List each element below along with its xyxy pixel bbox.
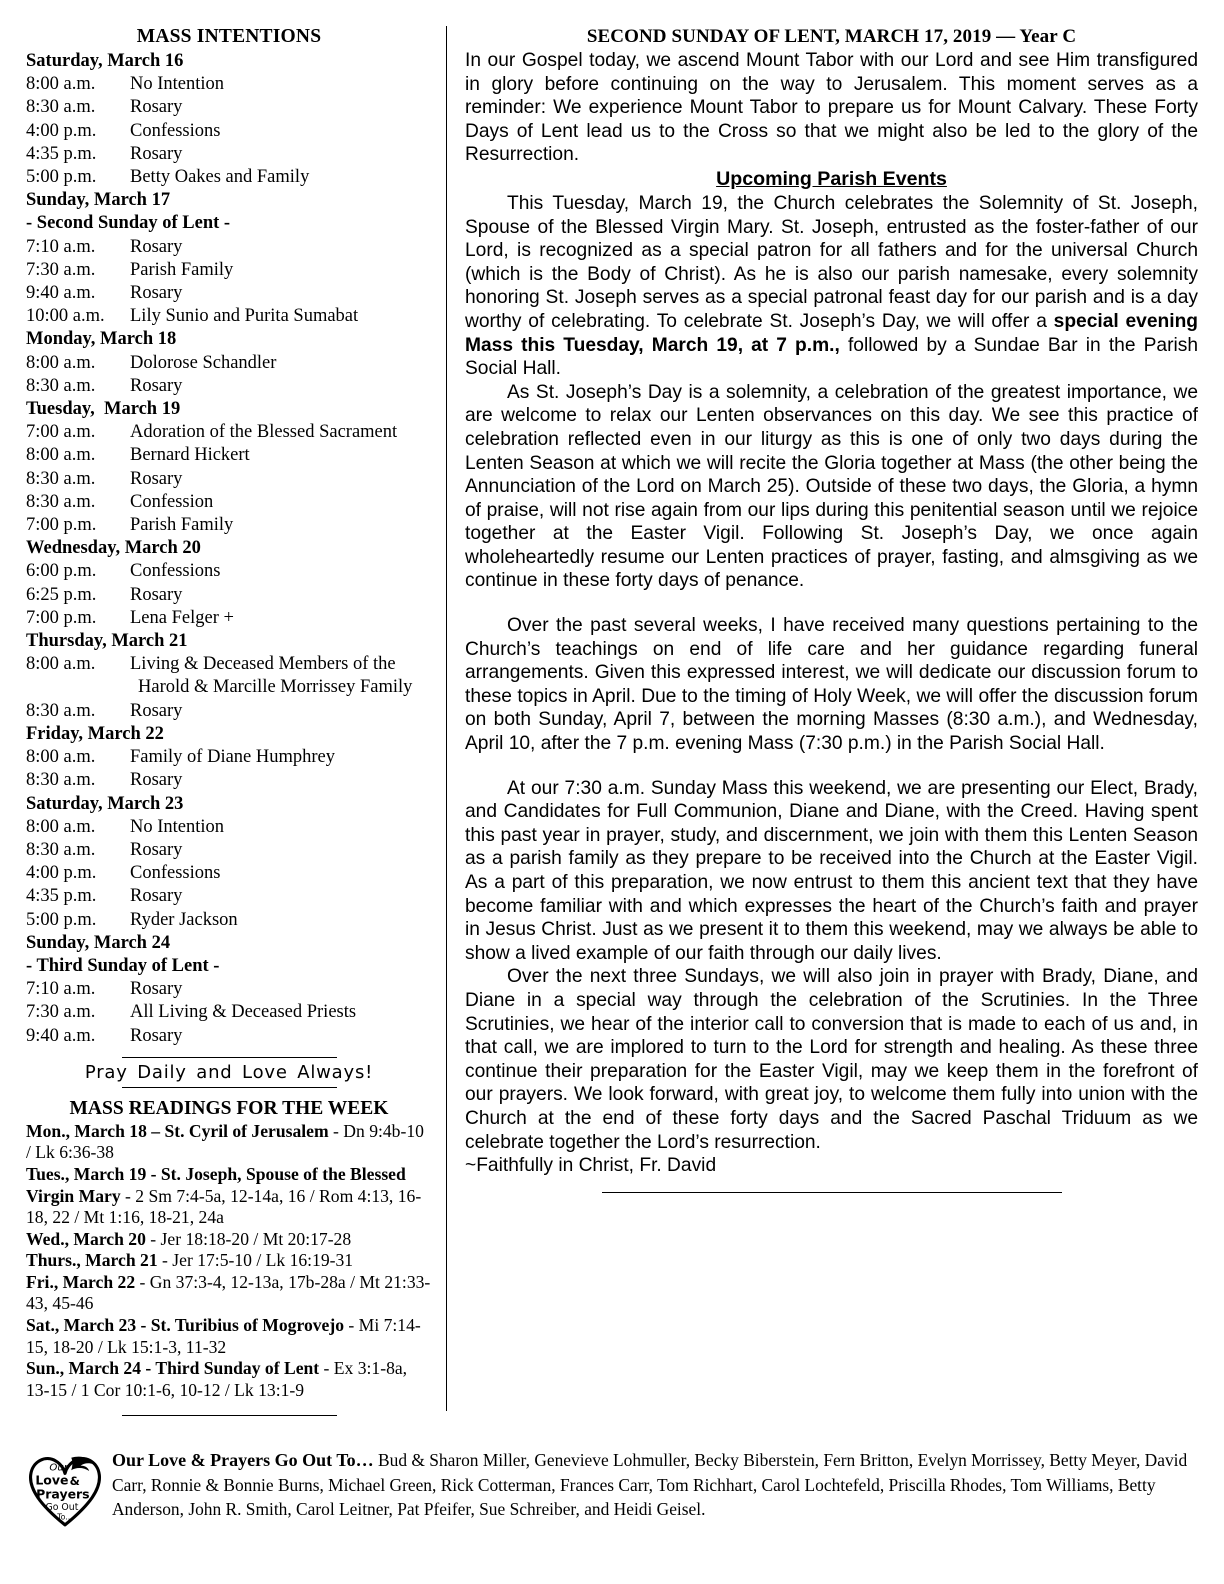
mass-intentions-time: 10:00 a.m. bbox=[26, 306, 105, 327]
st-joseph-text-part-1: This Tuesday, March 19, the Church celebrates the Solemnity of St. Joseph, Spouse of the Blessed Virgin Mary. St. Joseph, entrusted as the foster-father of our Lord, is recognized as a special patron for all fathers and for the universal Church (which is the Body of Christ). As he is also our parish namesake, every solemnity honoring St. Joseph serves as a special patronal feast day for our parish and is a day worthy of celebrating. To celebrate St. Joseph’s Day, we will offer a bbox=[465, 192, 1198, 332]
mass-intentions-description: No Intention bbox=[130, 74, 225, 95]
mass-reading-day: Wed., March 20 bbox=[26, 1228, 146, 1249]
mass-intentions-description: Adoration of the Blessed Sacrament bbox=[130, 422, 398, 443]
mass-intentions-description: Rosary bbox=[130, 468, 183, 489]
mass-intentions-time: 4:35 p.m. bbox=[26, 143, 97, 164]
mass-reading-citation: - Ex 3:1-8a, 13-15 / 1 Cor 10:1-6, 10-12 / Lk 13:1-9 bbox=[26, 1358, 408, 1400]
mass-intentions-entry bbox=[26, 375, 432, 398]
mass-intentions-time: 8:30 a.m. bbox=[26, 491, 96, 512]
mass-intentions-description: Rosary bbox=[130, 1025, 183, 1046]
prayer-list-heading: Our Love & Prayers Go Out To… bbox=[112, 1450, 374, 1470]
mass-intentions-description: Confessions bbox=[130, 863, 221, 884]
mass-intentions-entry bbox=[26, 885, 432, 908]
mass-intentions-entry bbox=[26, 653, 432, 676]
mass-intentions-time: 4:00 p.m. bbox=[26, 863, 97, 884]
mass-intentions-time: 8:00 a.m. bbox=[26, 445, 96, 466]
mass-reading-citation: - Mi 7:14-15, 18-20 / Lk 15:1-3, 11-32 bbox=[26, 1315, 421, 1357]
mass-intentions-entry bbox=[26, 746, 432, 769]
discussion-forum-paragraph: Over the past several weeks, I have received many questions pertaining to the Church’s teachings on end of life care and her guidance regarding funeral arrangements. Given this expressed interest, we will dedicate our discussion forum to these topics in April. Due to the timing of Holy Week, we will offer the discussion forum on both Sunday, April 7, between the morning Masses (8:30 a.m.), and Wednesday, April 10, after the 7 p.m. evening Mass (7:30 p.m.) in the Parish Social Hall. bbox=[465, 615, 1198, 755]
mass-intentions-description: Rosary bbox=[130, 375, 183, 396]
mass-intentions-entry bbox=[26, 1001, 432, 1024]
mass-intentions-entry bbox=[26, 468, 432, 491]
mass-reading-day: Tues., March 19 - St. Joseph, Spouse of the Blessed Virgin Mary bbox=[26, 1163, 406, 1206]
mass-intentions-time: 8:30 a.m. bbox=[26, 97, 96, 118]
mass-intentions-time: 7:00 p.m. bbox=[26, 515, 97, 536]
divider-below-pray-line bbox=[122, 1087, 337, 1088]
mass-intentions-time: 7:10 a.m. bbox=[26, 236, 96, 257]
mass-reading-day: Sun., March 24 - Third Sunday of Lent bbox=[26, 1358, 320, 1379]
mass-intentions-time: 7:30 a.m. bbox=[26, 259, 96, 280]
mass-intentions-day-heading: Saturday, March 23 bbox=[26, 793, 184, 814]
mass-intentions-description: All Living & Deceased Priests bbox=[130, 1002, 357, 1023]
creed-presentation-paragraph: At our 7:30 a.m. Sunday Mass this weekend, we are presenting our Elect, Brady, and Candidates for Full Communion, Diane and Diane, with the Creed. Having spent this past year in prayer, study, and discernment, we join with them this Lenten Season as a parish family as they prepare to be received into the Church at the Easter Vigil. As a part of this preparation, we now entrust to them this ancient text that they have become familiar with and which expresses the heart of the Church’s faith and prayer in Jesus Christ. Just as we present it to them this weekend, may we always be able to show a lived example of our faith through our daily lives. bbox=[465, 777, 1198, 964]
mass-reading-day: Sat., March 23 - St. Turibius of Mogrovejo bbox=[26, 1315, 345, 1336]
mass-intentions-day-heading: Wednesday, March 20 bbox=[26, 538, 201, 559]
mass-intentions-time: 4:00 p.m. bbox=[26, 120, 97, 141]
pray-daily-line: Pray Daily and Love Always! bbox=[84, 1061, 374, 1083]
mass-intentions-description: Parish Family bbox=[130, 259, 234, 280]
mass-intentions-description: Rosary bbox=[130, 979, 183, 1000]
pastor-signature: ~Faithfully in Christ, Fr. David bbox=[465, 1155, 717, 1177]
mass-intentions-entry bbox=[26, 259, 432, 282]
mass-intentions-time: 6:00 p.m. bbox=[26, 561, 97, 582]
mass-readings-list bbox=[26, 1121, 432, 1402]
prayer-list-names: Bud & Sharon Miller, Genevieve Lohmuller, Becky Biberstein, Fern Britton, Evelyn Morrissey, Betty Meyer, David Carr, Ronnie & Bonnie Burns, Michael Green, Rick Cotterman, Frances Carr, Tom Richhart, Carol Lochtefeld, Priscilla Rhodes, Tom Williams, Betty Anderson, John R. Smith, Carol Leitner, Pat Pfeifer, Sue Schreiber, and Heidi Geisel. bbox=[112, 1450, 1188, 1520]
mass-intentions-description: Rosary bbox=[130, 283, 183, 304]
mass-intentions-time: 7:00 a.m. bbox=[26, 422, 96, 443]
mass-intentions-description: Confessions bbox=[130, 120, 221, 141]
mass-intentions-entry bbox=[26, 769, 432, 792]
mass-intentions-description: Rosary bbox=[130, 886, 183, 907]
mass-intentions-description: Rosary bbox=[130, 143, 183, 164]
mass-intentions-entry bbox=[26, 1025, 432, 1048]
prayer-names-text bbox=[104, 1448, 1198, 1522]
mass-intentions-entry bbox=[26, 73, 432, 96]
mass-intentions-entry bbox=[26, 607, 432, 630]
mass-intentions-description: Ryder Jackson bbox=[130, 909, 238, 930]
mass-intentions-description: No Intention bbox=[130, 816, 225, 837]
love-and-prayers-heart-dove-logo bbox=[26, 1450, 104, 1528]
mass-intentions-description: Family of Diane Humphrey bbox=[130, 747, 335, 768]
mass-intentions-day-subheading: - Second Sunday of Lent - bbox=[26, 213, 231, 234]
mass-intentions-description: Parish Family bbox=[130, 515, 234, 536]
mass-intentions-description: Living & Deceased Members of the bbox=[130, 654, 396, 675]
mass-intentions-entry bbox=[26, 560, 432, 583]
upcoming-parish-events-subheading: Upcoming Parish Events bbox=[716, 167, 947, 190]
mass-intentions-entry bbox=[26, 839, 432, 862]
mass-readings-title: MASS READINGS FOR THE WEEK bbox=[69, 1097, 389, 1119]
divider-above-pray-line bbox=[122, 1057, 337, 1058]
mass-intentions-time: 4:35 p.m. bbox=[26, 886, 97, 907]
mass-intentions-time: 8:00 a.m. bbox=[26, 74, 96, 95]
mass-reading-item bbox=[26, 1121, 432, 1164]
mass-intentions-entry bbox=[26, 96, 432, 119]
svg-text:Prayers: Prayers bbox=[36, 1486, 90, 1502]
mass-intentions-description: Rosary bbox=[130, 839, 183, 860]
mass-intentions-entry bbox=[26, 120, 432, 143]
mass-intentions-entry bbox=[26, 584, 432, 607]
mass-intentions-day-heading: Tuesday, March 19 bbox=[26, 399, 181, 420]
mass-intentions-entry bbox=[26, 236, 432, 259]
mass-intentions-entry bbox=[26, 909, 432, 932]
mass-reading-citation: - Dn 9:4b-10 / Lk 6:36-38 bbox=[26, 1120, 424, 1163]
mass-reading-item bbox=[26, 1164, 432, 1229]
divider-bottom-left bbox=[122, 1415, 337, 1416]
mass-intentions-description: Bernard Hickert bbox=[130, 445, 250, 466]
special-evening-mass-emphasis: special evening Mass this Tuesday, March 19, at 7 p.m., bbox=[465, 310, 1199, 356]
mass-reading-item bbox=[26, 1358, 432, 1401]
mass-intentions-day-heading: Friday, March 22 bbox=[26, 723, 164, 744]
mass-intentions-entry bbox=[26, 978, 432, 1001]
mass-reading-citation: - Jer 18:18-20 / Mt 20:17-28 bbox=[145, 1228, 352, 1249]
mass-reading-item bbox=[26, 1272, 432, 1315]
mass-intentions-day-subheading: - Third Sunday of Lent - bbox=[26, 955, 220, 976]
mass-reading-item bbox=[26, 1315, 432, 1358]
mass-intentions-time: 8:00 a.m. bbox=[26, 747, 96, 768]
mass-reading-day: Mon., March 18 – St. Cyril of Jerusalem bbox=[26, 1120, 329, 1141]
mass-intentions-description: Betty Oakes and Family bbox=[130, 167, 310, 188]
mass-reading-item bbox=[26, 1250, 432, 1272]
mass-intentions-time: 7:30 a.m. bbox=[26, 1002, 96, 1023]
mass-intentions-time: 5:00 p.m. bbox=[26, 909, 97, 930]
mass-intentions-entry bbox=[26, 444, 432, 467]
mass-intentions-entry bbox=[26, 282, 432, 305]
mass-reading-item bbox=[26, 1229, 432, 1251]
mass-intentions-day-heading: Monday, March 18 bbox=[26, 329, 177, 350]
gospel-reflection-paragraph: In our Gospel today, we ascend Mount Tabor with our Lord and see Him transfigured in glory before continuing on the way to Jerusalem. This moment serves as a reminder: We experience Mount Tabor to prepare us for Mount Calvary. These Forty Days of Lent lead us to the Cross so that we might also be led to the glory of the Resurrection. bbox=[465, 50, 1198, 166]
mass-intentions-time: 5:00 p.m. bbox=[26, 167, 97, 188]
mass-intentions-description: Lily Sunio and Purita Sumabat bbox=[130, 306, 359, 327]
mass-intentions-entry bbox=[26, 352, 432, 375]
mass-intentions-entry bbox=[26, 514, 432, 537]
st-joseph-solemnity-paragraph bbox=[465, 192, 1198, 381]
mass-intentions-description: Rosary bbox=[130, 770, 183, 791]
mass-intentions-title: MASS INTENTIONS bbox=[136, 26, 322, 47]
solemnity-gloria-paragraph: As St. Joseph’s Day is a solemnity, a celebration of the greatest importance, we are welcome to relax our Lenten observances on this day. We see this practice of celebration reflected even in our liturgy as this is one of only two days during the Lenten Season at which we will recite the Gloria together at Mass (the other being the Annunciation of the Lord on March 25). Outside of these two days, the Gloria, a hymn of praise, will not rise again from our lips during this penitential season until we rejoice together at the Easter Vigil. Following St. Joseph’s Day, we once again wholeheartedly resume our Lenten practices of prayer, fasting, and almsgiving as we continue in these forty days of penance. bbox=[465, 381, 1198, 592]
mass-intentions-description: Rosary bbox=[130, 584, 183, 605]
mass-reading-day: Fri., March 22 bbox=[26, 1271, 136, 1292]
right-column bbox=[447, 26, 1198, 1193]
svg-text:To...: To... bbox=[57, 1512, 73, 1522]
svg-text:Love: Love bbox=[35, 1472, 69, 1488]
prayer-list-footer bbox=[26, 1448, 1198, 1528]
mass-intentions-day-heading: Sunday, March 24 bbox=[26, 932, 171, 953]
mass-reading-citation: - Jer 17:5-10 / Lk 16:19-31 bbox=[157, 1250, 354, 1271]
mass-intentions-entry bbox=[26, 166, 432, 189]
mass-intentions-time: 9:40 a.m. bbox=[26, 283, 96, 304]
mass-intentions-time: 8:00 a.m. bbox=[26, 816, 96, 837]
mass-intentions-entry bbox=[26, 305, 432, 328]
st-joseph-text-part-3: followed by a Sundae Bar in the Parish Social Hall. bbox=[465, 334, 1198, 380]
mass-intentions-time: 7:10 a.m. bbox=[26, 979, 96, 1000]
mass-intentions-description: Dolorose Schandler bbox=[130, 352, 277, 373]
scrutinies-paragraph: Over the next three Sundays, we will also join in prayer with Brady, Diane, and Diane in a special way through the celebration of the Scrutinies. In the Three Scrutinies, we hear of the interior call to conversion that is made to each of us and, in that call, we are implored to turn to the Lord for strength and healing. As these three continue their preparation for the Easter Vigil, may we keep them in the forefront of our prayers. We look forward, with great joy, to welcome them fully into union with the Church at the end of these forty days and the Sacred Paschal Triduum as we celebrate together the Lord’s resurrection. bbox=[465, 966, 1198, 1153]
mass-intentions-description-continuation: Harold & Marcille Morrissey Family bbox=[138, 677, 413, 698]
mass-intentions-time: 8:30 a.m. bbox=[26, 468, 96, 489]
mass-intentions-description: Rosary bbox=[130, 700, 183, 721]
svg-text:&: & bbox=[69, 1474, 80, 1489]
mass-intentions-entry bbox=[26, 816, 432, 839]
mass-intentions-time: 8:00 a.m. bbox=[26, 654, 96, 675]
mass-intentions-time: 8:00 a.m. bbox=[26, 352, 96, 373]
mass-reading-citation: - Gn 37:3-4, 12-13a, 17b-28a / Mt 21:33-43, 45-46 bbox=[26, 1271, 431, 1314]
two-column-layout bbox=[26, 26, 1198, 1426]
mass-intentions-time: 6:25 p.m. bbox=[26, 584, 97, 605]
mass-intentions-day-heading: Saturday, March 16 bbox=[26, 51, 184, 71]
mass-intentions-entry bbox=[26, 491, 432, 514]
mass-intentions-list bbox=[26, 50, 432, 1048]
mass-intentions-entry bbox=[26, 700, 432, 723]
left-column bbox=[26, 26, 446, 1416]
svg-text:Go Out: Go Out bbox=[45, 1502, 79, 1514]
mass-intentions-entry bbox=[26, 421, 432, 444]
mass-intentions-day-heading: Thursday, March 21 bbox=[26, 631, 188, 652]
mass-reading-citation: - 2 Sm 7:4-5a, 12-14a, 16 / Rom 4:13, 16-18, 22 / Mt 1:16, 18-21, 24a bbox=[26, 1185, 422, 1228]
mass-intentions-day-heading: Sunday, March 17 bbox=[26, 190, 171, 211]
mass-intentions-description: Confession bbox=[130, 491, 214, 512]
mass-intentions-time: 8:30 a.m. bbox=[26, 375, 96, 396]
svg-text:Our: Our bbox=[49, 1462, 68, 1474]
mass-intentions-description: Lena Felger + bbox=[130, 607, 234, 628]
mass-reading-day: Thurs., March 21 bbox=[26, 1250, 158, 1271]
mass-intentions-time: 7:00 p.m. bbox=[26, 607, 97, 628]
mass-intentions-description: Rosary bbox=[130, 97, 183, 118]
mass-intentions-description: Rosary bbox=[130, 236, 183, 257]
mass-intentions-time: 8:30 a.m. bbox=[26, 839, 96, 860]
mass-intentions-entry bbox=[26, 143, 432, 166]
mass-intentions-entry bbox=[26, 862, 432, 885]
liturgical-day-header: SECOND SUNDAY OF LENT, MARCH 17, 2019 — Year C bbox=[586, 26, 1077, 47]
mass-intentions-time: 9:40 a.m. bbox=[26, 1025, 96, 1046]
mass-intentions-description: Confessions bbox=[130, 561, 221, 582]
mass-intentions-time: 8:30 a.m. bbox=[26, 770, 96, 791]
divider-bottom-right bbox=[602, 1192, 1062, 1193]
mass-intentions-time: 8:30 a.m. bbox=[26, 700, 96, 721]
